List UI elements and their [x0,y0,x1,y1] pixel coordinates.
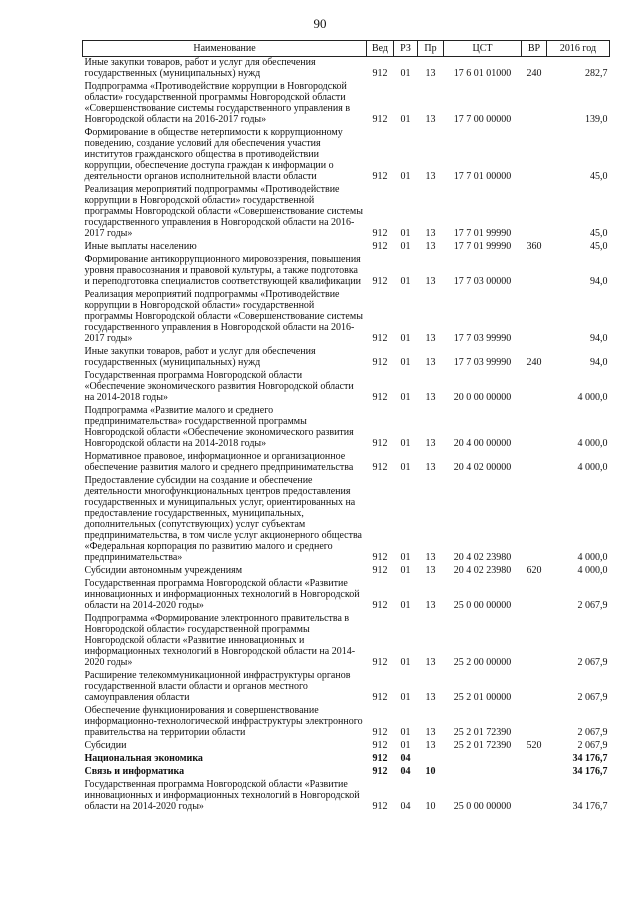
row-rz: 01 [400,462,411,473]
table-row [83,127,610,184]
row-pr: 13 [425,462,436,473]
row-pr: 13 [425,600,436,611]
row-name: Реализация мероприятий подпрограммы «Противодействие коррупции в Новгородской области» государственной программы Новгородской области «Совершенствование системы государственного управления в Новгородской области на 2016-2017 годы» [84,184,363,239]
row-cst: 20 0 00 00000 [453,392,512,403]
row-vr [522,370,547,405]
row-ved: 912 [372,357,388,368]
table-row [83,405,610,451]
row-vr: 240 [526,68,542,79]
row-ved: 912 [372,766,388,777]
row-cst [444,766,522,779]
table-row [83,565,610,578]
row-name: Государственная программа Новгородской области «Развитие инновационных и информационных технологий в Новгородской области на 2014-2020 годы» [84,578,360,611]
row-name: Подпрограмма «Формирование электронного правительства в Новгородской области» государственной программы Новгородской области «Развитие инновационных и информационных технологий в Новгородской области на 2014-2020 годы» [84,613,356,668]
row-vr [522,753,547,766]
row-rz: 01 [400,114,411,125]
row-vr [522,613,547,670]
table-row [83,370,610,405]
row-sum: 139,0 [585,114,608,125]
row-name: Формирование антикоррупционного мировоззрения, повышения уровня правосознания и правовой культуры, а также подготовка и переподготовка специалистов соответствующей квалификации [84,254,362,287]
row-name: Иные закупки товаров, работ и услуг для обеспечения государственных (муниципальных) нужд [84,346,316,368]
row-vr [522,578,547,613]
row-vr [522,475,547,565]
row-pr: 10 [425,766,436,777]
row-vr [522,451,547,475]
row-sum: 282,7 [585,68,608,79]
row-name: Субсидии автономным учреждениям [84,565,243,576]
row-pr: 13 [425,438,436,449]
row-ved: 912 [372,392,388,403]
row-name: Национальная экономика [84,753,203,764]
row-cst: 20 4 02 00000 [453,462,512,473]
row-ved: 912 [372,333,388,344]
row-vr [522,705,547,740]
row-vr [522,81,547,127]
row-rz: 01 [400,657,411,668]
table-row [83,670,610,705]
row-cst: 25 2 01 72390 [453,727,512,738]
row-rz: 01 [400,740,411,751]
row-vr: 620 [526,565,542,576]
row-ved: 912 [372,276,388,287]
row-rz: 04 [400,801,411,812]
row-vr [522,405,547,451]
row-cst: 25 2 01 72390 [453,740,512,751]
row-rz: 01 [400,438,411,449]
row-sum: 4 000,0 [577,565,608,576]
row-name: Подпрограмма «Противодействие коррупции в Новгородской области» государственной программы Новгородской области «Совершенствование системы государственного управления в Новгородской области на 2016-2017 годы» [84,81,351,125]
row-cst: 17 7 01 99990 [453,241,512,252]
row-sum: 34 176,7 [572,753,608,764]
table-row [83,475,610,565]
row-pr: 13 [425,171,436,182]
row-ved: 912 [372,740,388,751]
row-sum: 45,0 [590,228,608,239]
row-name: Иные выплаты населению [84,241,197,252]
row-cst: 17 7 01 00000 [453,171,512,182]
row-rz: 01 [400,692,411,703]
row-ved: 912 [372,171,388,182]
row-cst: 20 4 02 23980 [453,565,512,576]
row-rz: 01 [400,392,411,403]
row-ved: 912 [372,68,388,79]
table-row [83,346,610,370]
row-sum: 94,0 [590,357,608,368]
row-sum: 34 176,7 [572,766,608,777]
budget-table [82,40,610,814]
row-cst: 17 7 03 99990 [453,333,512,344]
row-name: Расширение телекоммуникационной инфраструктуры органов государственной власти области и органов местного самоуправления области [84,670,351,703]
row-cst: 25 2 01 00000 [453,692,512,703]
row-sum: 4 000,0 [577,438,608,449]
row-cst: 17 7 03 00000 [453,276,512,287]
row-cst: 17 7 03 99990 [453,357,512,368]
row-cst: 25 0 00 00000 [453,600,512,611]
row-sum: 4 000,0 [577,462,608,473]
row-rz: 01 [400,600,411,611]
row-rz: 01 [400,357,411,368]
row-cst: 25 2 00 00000 [453,657,512,668]
row-rz: 01 [400,727,411,738]
row-rz: 01 [400,228,411,239]
row-rz: 01 [400,552,411,563]
row-rz: 01 [400,276,411,287]
table-row [83,613,610,670]
row-name: Подпрограмма «Развитие малого и среднего предпринимательства» государственной программы Новгородской области «Обеспечение экономического развития Новгородской области на 2014-2018 годы» [84,405,354,449]
row-ved: 912 [372,565,388,576]
row-sum: 45,0 [590,171,608,182]
row-ved: 912 [372,462,388,473]
row-cst: 17 7 01 99990 [453,228,512,239]
row-vr [522,254,547,289]
row-ved: 912 [372,727,388,738]
row-cst: 25 0 00 00000 [453,801,512,812]
table-row [83,289,610,346]
row-pr: 13 [425,692,436,703]
row-sum: 4 000,0 [577,392,608,403]
row-vr: 360 [526,241,542,252]
column-header-name: Наименование [83,41,367,57]
row-name: Иные закупки товаров, работ и услуг для обеспечения государственных (муниципальных) нужд [84,57,316,79]
row-rz: 01 [400,565,411,576]
table-row [83,57,610,82]
row-pr: 13 [425,552,436,563]
row-name: Реализация мероприятий подпрограммы «Противодействие коррупции в Новгородской области» государственной программы Новгородской области «Совершенствование системы государственного управления в Новгородской области на 2016-2017 годы» [84,289,363,344]
row-pr: 13 [425,740,436,751]
column-header-vr: ВР [522,41,547,57]
row-ved: 912 [372,600,388,611]
row-vr [522,766,547,779]
row-rz: 01 [400,171,411,182]
row-name: Государственная программа Новгородской области «Обеспечение экономического развития Новгородской области на 2014-2018 годы» [84,370,354,403]
row-sum: 2 067,9 [577,657,608,668]
row-cst: 17 6 01 01000 [453,68,512,79]
row-pr: 13 [425,276,436,287]
row-pr: 13 [425,657,436,668]
table-row [83,766,610,779]
row-cst: 20 4 00 00000 [453,438,512,449]
table-row [83,779,610,814]
page-number: 90 [313,16,327,31]
row-name: Связь и информатика [84,766,185,777]
row-rz: 04 [400,766,411,777]
table-row [83,740,610,753]
row-sum: 34 176,7 [572,801,608,812]
column-header-cst: ЦСТ [444,41,522,57]
row-name: Государственная программа Новгородской области «Развитие инновационных и информационных технологий в Новгородской области на 2014-2020 годы» [84,779,360,812]
row-rz: 01 [400,241,411,252]
table-body [83,57,610,815]
row-pr [418,753,444,766]
row-ved: 912 [372,692,388,703]
row-pr: 13 [425,727,436,738]
row-sum: 2 067,9 [577,692,608,703]
row-rz: 01 [400,68,411,79]
row-cst: 20 4 02 23980 [453,552,512,563]
row-sum: 2 067,9 [577,740,608,751]
row-sum: 94,0 [590,333,608,344]
row-vr: 240 [526,357,542,368]
column-header-rz: РЗ [394,41,418,57]
table-row [83,184,610,241]
row-vr: 520 [526,740,542,751]
row-vr [522,289,547,346]
row-name: Субсидии [84,740,127,751]
table-row [83,753,610,766]
table-header-row [83,41,610,57]
row-cst [444,753,522,766]
table-row [83,578,610,613]
row-ved: 912 [372,753,388,764]
table-row [83,254,610,289]
table-row [83,81,610,127]
row-vr [522,127,547,184]
row-pr: 13 [425,333,436,344]
row-vr [522,670,547,705]
row-pr: 13 [425,565,436,576]
row-pr: 13 [425,228,436,239]
row-sum: 2 067,9 [577,727,608,738]
row-name: Нормативное правовое, информационное и организационное обеспечение развития малого и среднего предпринимательства [84,451,354,473]
column-header-pr: Пр [418,41,444,57]
row-name: Предоставление субсидии на создание и обеспечение деятельности многофункциональных центров предоставления государственных и муниципальных услуг, ориентированных на предоставление государственных, муниципальных, дополнительных (сопутствующих) услуг субъектам предпринимательства, в том числе услуг акционерного общества «Федеральная корпорация по развитию малого и среднего предпринимательства» [84,475,362,563]
row-sum: 45,0 [590,241,608,252]
row-pr: 13 [425,68,436,79]
row-ved: 912 [372,114,388,125]
row-ved: 912 [372,438,388,449]
row-sum: 2 067,9 [577,600,608,611]
row-cst: 17 7 00 00000 [453,114,512,125]
table-row [83,241,610,254]
row-name: Формирование в обществе нетерпимости к коррупционному поведению, создание условий для обеспечения участия институтов гражданского общества в противодействии коррупции, обеспечение доступа граждан к информации о деятельности органов исполнительной власти области [84,127,343,182]
row-vr [522,184,547,241]
row-pr: 13 [425,114,436,125]
row-ved: 912 [372,228,388,239]
row-pr: 13 [425,392,436,403]
row-sum: 4 000,0 [577,552,608,563]
row-ved: 912 [372,801,388,812]
column-header-ved: Вед [367,41,394,57]
column-header-year: 2016 год [547,41,610,57]
row-ved: 912 [372,241,388,252]
table-row [83,451,610,475]
row-sum: 94,0 [590,276,608,287]
row-rz: 01 [400,333,411,344]
row-ved: 912 [372,552,388,563]
row-pr: 13 [425,241,436,252]
row-pr: 10 [425,801,436,812]
row-vr [522,779,547,814]
row-name: Обеспечение функционирования и совершенствование информационно-технологической инфраструктуры электронного правительства на территории области [84,705,363,738]
row-rz: 04 [400,753,411,764]
row-pr: 13 [425,357,436,368]
table-row [83,705,610,740]
row-ved: 912 [372,657,388,668]
